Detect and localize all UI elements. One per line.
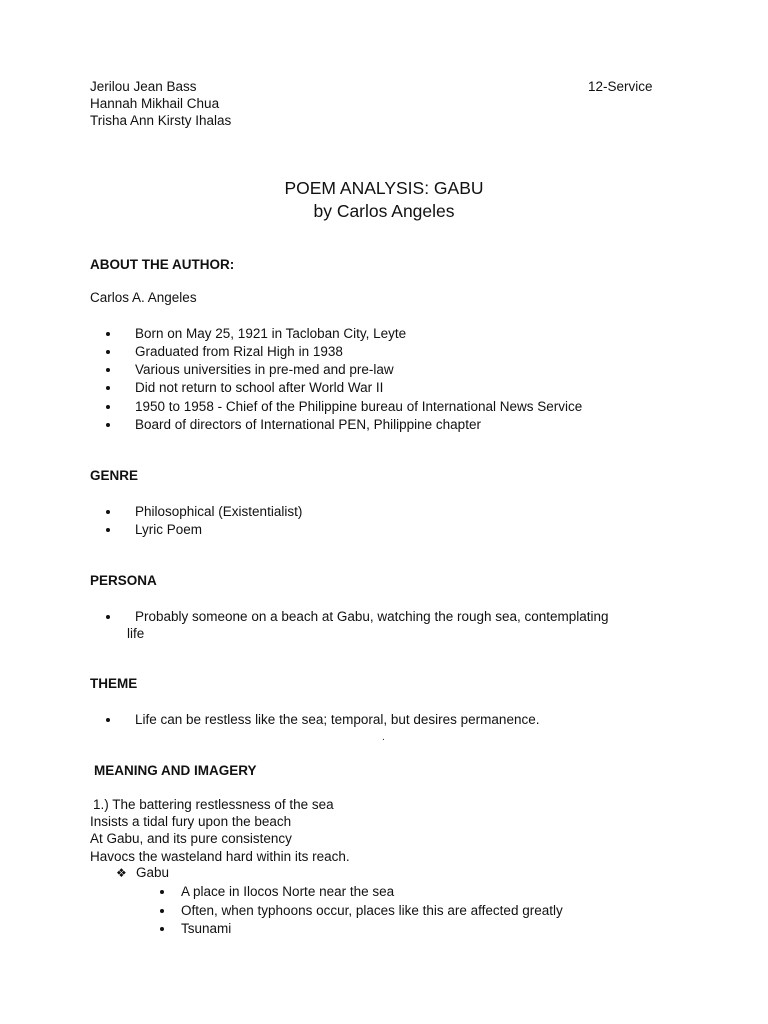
author-full-name: Carlos A. Angeles [90, 290, 197, 305]
list-item: Graduated from Rizal High in 1938 [135, 344, 343, 359]
section-label: 12-Service [588, 79, 653, 94]
author-name-3: Trisha Ann Kirsty Ihalas [90, 113, 232, 128]
bullet-icon [106, 332, 110, 336]
bullet-icon [106, 510, 110, 514]
list-item: Often, when typhoons occur, places like this are affected greatly [181, 903, 563, 918]
diamond-bullet-icon: ❖ [116, 866, 127, 880]
list-item: Various universities in pre-med and pre-law [135, 362, 394, 377]
bullet-icon [106, 423, 110, 427]
genre-heading: GENRE [90, 468, 139, 483]
list-item: A place in Ilocos Norte near the sea [181, 884, 395, 899]
list-item: Board of directors of International PEN, Philippine chapter [135, 417, 481, 432]
list-item: Philosophical (Existentialist) [135, 504, 303, 519]
document-byline: by Carlos Angeles [313, 201, 455, 221]
bullet-icon [106, 405, 110, 409]
bullet-icon [106, 528, 110, 532]
bullet-icon [106, 368, 110, 372]
list-item: Tsunami [181, 921, 232, 936]
list-item: 1950 to 1958 - Chief of the Philippine bureau of International News Service [135, 399, 583, 414]
bullet-icon [160, 927, 164, 931]
document-title: POEM ANALYSIS: GABU [284, 178, 484, 198]
stanza-line: 1.) The battering restlessness of the sea [93, 797, 334, 812]
author-name-2: Hannah Mikhail Chua [90, 96, 220, 111]
persona-bullet-line-2: life [127, 626, 145, 641]
meaning-imagery-heading: MEANING AND IMAGERY [94, 763, 257, 778]
sub-heading-gabu: Gabu [136, 865, 170, 880]
list-item: Did not return to school after World War II [135, 380, 384, 395]
bullet-icon [106, 718, 110, 722]
bullet-icon [160, 890, 164, 894]
stanza-line: At Gabu, and its pure consistency [90, 831, 292, 846]
stanza-line: Insists a tidal fury upon the beach [90, 814, 292, 829]
bullet-icon [106, 615, 110, 619]
stanza-line: Havocs the wasteland hard within its reach. [90, 849, 350, 864]
bullet-icon [160, 909, 164, 913]
theme-bullet: Life can be restless like the sea; temporal, but desires permanence. [135, 712, 540, 727]
persona-bullet-line-1: Probably someone on a beach at Gabu, watching the rough sea, contemplating [135, 609, 609, 624]
theme-heading: THEME [90, 676, 138, 691]
about-author-heading: ABOUT THE AUTHOR: [90, 257, 235, 272]
persona-heading: PERSONA [90, 573, 157, 588]
stray-mark: . [382, 732, 385, 743]
bullet-icon [106, 350, 110, 354]
list-item: Lyric Poem [135, 522, 203, 537]
bullet-icon [106, 386, 110, 390]
author-name-1: Jerilou Jean Bass [90, 79, 197, 94]
list-item: Born on May 25, 1921 in Tacloban City, Leyte [135, 326, 407, 341]
